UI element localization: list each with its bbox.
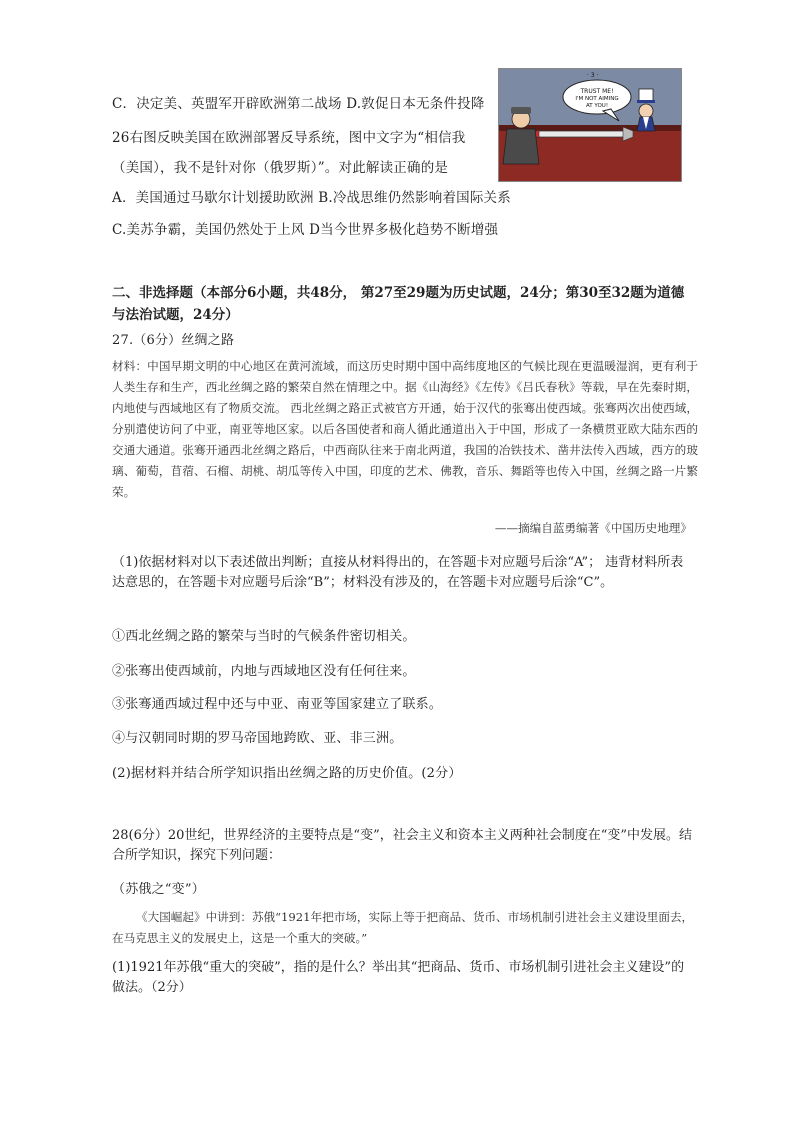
q27-item-1: ①西北丝绸之路的繁荣与当时的气候条件密切相关。 xyxy=(112,629,416,644)
svg-text:· 3 ·: · 3 · xyxy=(587,72,599,79)
cartoon-image xyxy=(498,68,682,182)
q28-sub1: (1)1921年苏俄“重大的突破”，指的是什么？举出其“把商品、货币、市场机制引进社会主义建设”的做法。（2分） xyxy=(112,960,685,995)
q27-material: 材料：中国早期文明的中心地区在黄河流域，而这历史时期中国中高纬度地区的气候比现在更温暖湿润，更有利于人类生存和生产，西北丝绸之路的繁荣自然在情理之中。据《山海经》《左传》《吕氏春秋》等载，早在先秦时期，内地使与西域地区有了物质交流。 西北丝绸之路正式被官方开通，始于汉代的张骞出使西域。张骞两次出使西域，分别遣使访问了中亚，南亚等地区家。以后各国使者和商人循此通道出入于中国，形成了一条横贯亚欧大陆东西的交通大通道。张骞开通西北丝绸之路后，中西商队往来于南北两道，我国的冶铁技术、凿井法传入西域，西方的玻璃、葡萄，苜蓿、石榴、胡桃、胡瓜等传入中国，印度的艺术、佛教，音乐、舞蹈等也传入中国，丝绸之路一片繁荣。 xyxy=(112,359,698,499)
q26-options-cd: C.美苏争霸，美国仍然处于上风 D当今世界多极化趋势不断增强 xyxy=(112,222,499,238)
svg-text:AT YOU!: AT YOU! xyxy=(585,103,609,109)
q27-source: ——摘编自蓝勇编著《中国历史地理》 xyxy=(494,521,692,535)
q27-item-3: ③张骞通西域过程中还与中亚、南亚等国家建立了联系。 xyxy=(112,697,443,712)
q27-sub1: （1)依据材料对以下表述做出判断；直接从材料得出的，在答题卡对应题号后涂“A”； 违背材料所表达意思的，在答题卡对应题号后涂“B”；材料没有涉及的，在答题卡对应题号后涂“C”。 xyxy=(112,555,684,590)
q26-stem-line1: 26右图反映美国在欧洲部署反导系统，图中文字为“相信我 xyxy=(112,130,466,146)
q28-subheading: （苏俄之“变”） xyxy=(112,882,205,897)
q27-item-4: ④与汉朝同时期的罗马帝国地跨欧、亚、非三洲。 xyxy=(112,731,403,746)
q26-stem-line2: （美国），我不是针对你（俄罗斯）”。对此解读正确的是 xyxy=(112,160,449,176)
q25-options-cd: C．决定美、英盟军开辟欧洲第二战场 D.敦促日本无条件投降 xyxy=(112,96,485,112)
q27-heading: 27.（6分）丝绸之路 xyxy=(112,333,235,348)
cartoon-illustration-icon xyxy=(499,69,681,181)
q28-intro: 28(6分）20世纪，世界经济的主要特点是“变”，社会主义和资本主义两种社会制度在“变”中发展。结合所学知识，探究下列问题： xyxy=(112,828,693,863)
section2-title: 二、非选择题（本部分6小题，共48分， 第27至29题为历史试题，24分；第30至32题为道德与法治试题，24分） xyxy=(112,285,685,323)
q26-options-ab: A．美国通过马歇尔计划援助欧洲 B.冷战思维仍然影响着国际关系 xyxy=(112,190,511,206)
svg-text:TRUST ME!: TRUST ME! xyxy=(580,88,614,95)
q28-material: 《大国崛起》中讲到：苏俄“1921年把市场，实际上等于把商品、货币、市场机制引进社会主义建设里面去，在马克思主义的发展史上，这是一个重大的突破。” xyxy=(112,910,694,945)
q27-item-2: ②张骞出使西域前，内地与西域地区没有任何往来。 xyxy=(112,664,416,679)
q27-sub2: (2)据材料并结合所学知识指出丝绸之路的历史价值。(2分） xyxy=(112,766,462,781)
svg-text:I'M NOT AIMING: I'M NOT AIMING xyxy=(575,96,619,102)
